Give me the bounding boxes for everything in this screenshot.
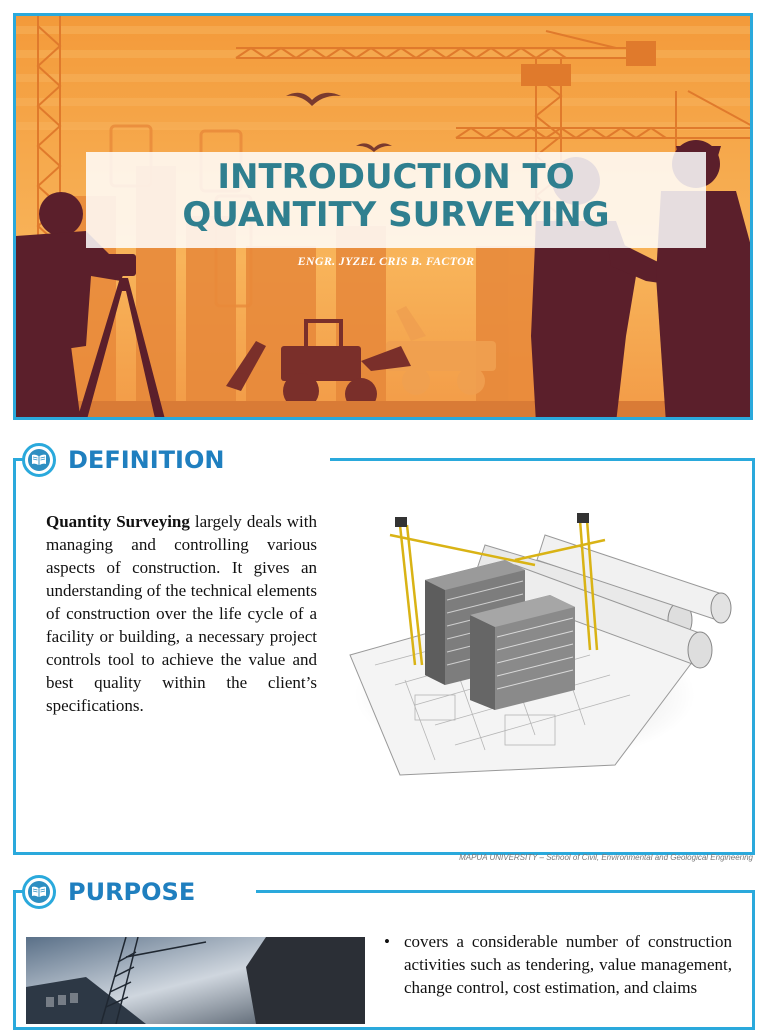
title-box <box>86 152 706 248</box>
purpose-list <box>384 930 732 999</box>
title-banner <box>13 13 753 420</box>
construction-site-photo <box>26 937 365 1024</box>
author-name: ENGR. JYZEL CRIS B. FACTOR <box>297 254 475 268</box>
purpose-panel-border-right <box>256 890 755 893</box>
page-title-line-1: INTRODUCTION TO <box>217 157 575 197</box>
definition-term: Quantity Surveying <box>46 512 190 531</box>
page-title-line-2: QUANTITY SURVEYING <box>182 195 610 235</box>
list-item: • covers a considerable number of construction activities such as tendering, value management, change control, cost estimation, and claims <box>384 930 732 999</box>
purpose-badge <box>22 875 56 909</box>
book-icon <box>31 886 47 898</box>
definition-badge <box>22 443 56 477</box>
book-icon <box>31 454 47 466</box>
footer-note: MAPUA UNIVERSITY – School of Civil, Environmental and Geological Engineering <box>459 853 753 862</box>
purpose-heading: PURPOSE <box>68 878 196 906</box>
definition-heading: DEFINITION <box>68 446 225 474</box>
definition-body: largely deals with managing and controlling various aspects of construction. It gives an understanding of the technical elements of construction over the life cycle of a facility or building, a necessary project controls tool to achieve the value and best quality within the client’s specifications. <box>46 512 318 715</box>
definition-text <box>46 510 317 717</box>
definition-panel-border-right <box>330 458 755 461</box>
building-blueprint-illustration <box>345 505 735 785</box>
